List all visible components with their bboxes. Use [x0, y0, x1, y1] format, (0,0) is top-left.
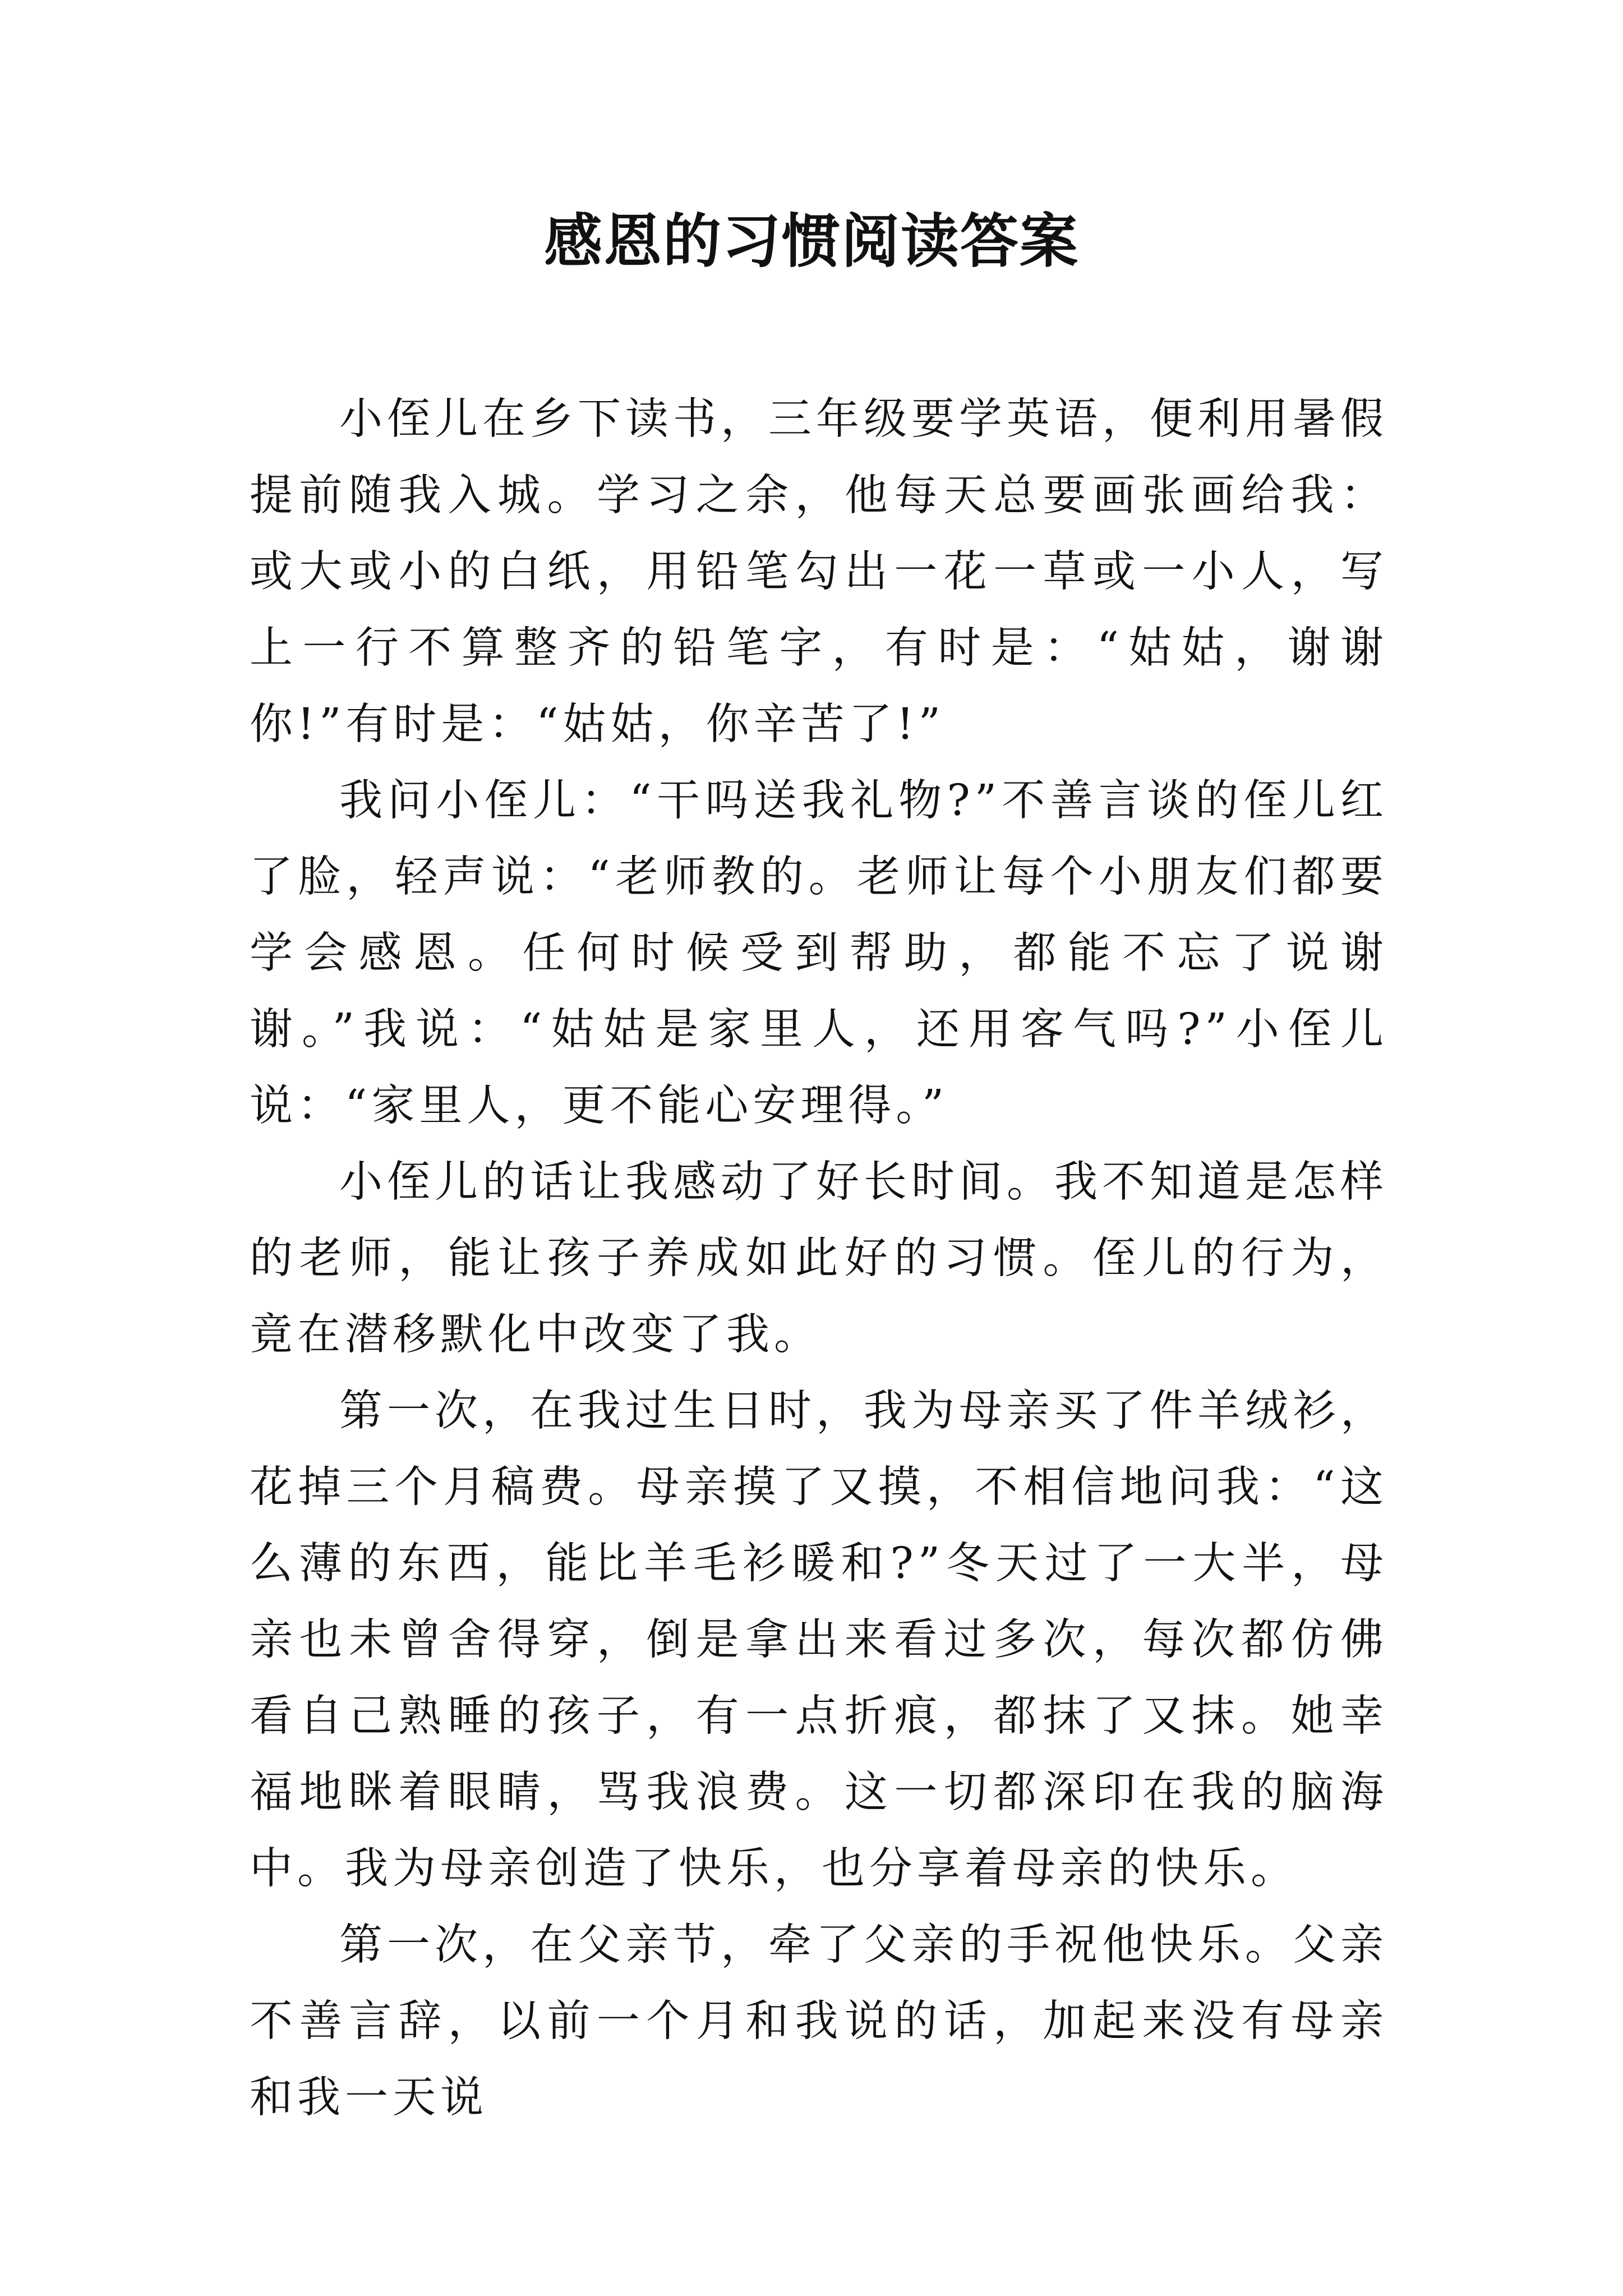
document-body [250, 381, 1388, 2136]
paragraph-3: 小侄儿的话让我感动了好长时间。我不知道是怎样的老师，能让孩子养成如此好的习惯。侄儿的行为，竟在潜移默化中改变了我。 [250, 1157, 1388, 1360]
document-title: 感恩的习惯阅读答案 [543, 206, 1079, 275]
paragraph-5: 第一次，在父亲节，牵了父亲的手祝他快乐。父亲不善言辞，以前一个月和我说的话，加起来没有母亲和我一天说 [250, 1920, 1388, 2123]
paragraph-1: 小侄儿在乡下读书，三年级要学英语，便利用暑假提前随我入城。学习之余，他每天总要画张画给我：或大或小的白纸，用铅笔勾出一花一草或一小人，写上一行不算整齐的铅笔字，有时是：“姑姑，谢谢你!”有时是：“姑姑，你辛苦了!” [250, 394, 1388, 749]
paragraph-2: 我问小侄儿：“干吗送我礼物?”不善言谈的侄儿红了脸，轻声说：“老师教的。老师让每个小朋友们都要学会感恩。任何时候受到帮助，都能不忘了说谢谢。”我说：“姑姑是家里人，还用客气吗?”小侄儿说：“家里人，更不能心安理得。” [250, 776, 1388, 1131]
paragraph-4: 第一次，在我过生日时，我为母亲买了件羊绒衫，花掉三个月稿费。母亲摸了又摸，不相信地问我：“这么薄的东西，能比羊毛衫暖和?”冬天过了一大半，母亲也未曾舍得穿，倒是拿出来看过多次，每次都仿佛看自己熟睡的孩子，有一点折痕，都抹了又抹。她幸福地眯着眼睛，骂我浪费。这一切都深印在我的脑海中。我为母亲创造了快乐，也分享着母亲的快乐。 [250, 1386, 1388, 1894]
